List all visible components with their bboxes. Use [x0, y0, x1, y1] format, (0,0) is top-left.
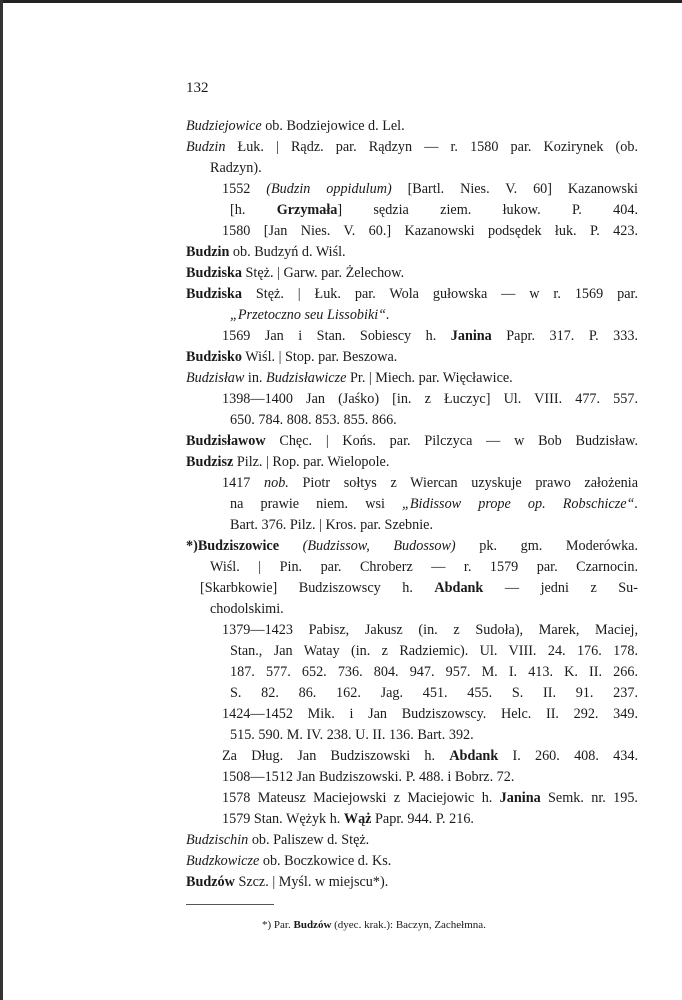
line-2-seg-1: Łuk. | Rądz. par. Rądzyn — r. 1580 par. Kozirynek (ob.	[225, 139, 638, 155]
line-11-seg-2: Papr. 317. P. 333.	[491, 328, 638, 344]
text-line	[230, 683, 638, 704]
text-line	[186, 851, 391, 872]
text-line	[222, 326, 638, 347]
line-23-seg-2: — jedni z Su-	[483, 580, 639, 596]
line-16-seg-0: Budzisławow	[186, 433, 266, 449]
line-11-seg-0: 1569 Jan i Stan. Sobiescy h.	[222, 328, 451, 344]
line-15-seg-0: 650. 784. 808. 853. 855. 866.	[230, 412, 397, 428]
text-line	[186, 368, 513, 389]
line-21-seg-2: (Budzissow, Budossow)	[302, 538, 456, 554]
line-8-seg-0: Budziska	[186, 265, 242, 281]
text-line	[230, 410, 638, 431]
line-37-seg-1: Szcz. | Myśl. w miejscu*).	[234, 874, 389, 890]
text-line	[230, 305, 638, 326]
line-35-seg-1: ob. Paliszew d. Stęż.	[248, 832, 370, 848]
line-33-seg-0: 1578 Mateusz Maciejowski z Maciejowic h.	[222, 790, 500, 806]
text-line	[186, 536, 638, 557]
line-23-seg-1: Abdank	[434, 580, 484, 596]
line-4-seg-1: (Budzin oppidulum)	[266, 181, 392, 197]
line-19-seg-1: „Bidissow prope op. Robschicze“.	[402, 496, 638, 512]
line-12-seg-1: Wiśl. | Stop. par. Beszowa.	[242, 349, 398, 365]
line-8-seg-1: Stęż. | Garw. par. Żelechow.	[242, 265, 405, 281]
line-1-seg-1: ob. Bodziejowice d. Lel.	[261, 118, 405, 134]
line-28-seg-0: S. 82. 86. 162. Jag. 451. 455. S. II. 91. 237.	[230, 685, 638, 701]
line-29-seg-0: 1424—1452 Mik. i Jan Budziszowscy. Helc. II. 292. 349.	[222, 706, 638, 722]
line-2-seg-0: Budzin	[186, 139, 226, 155]
text-line	[200, 578, 638, 599]
text-line	[222, 767, 638, 788]
line-32-seg-0: 1508—1512 Jan Budziszowski. P. 488. i Bobrz. 72.	[222, 769, 515, 785]
scan-edge-top	[0, 0, 682, 3]
line-18-seg-1: nob.	[264, 475, 289, 491]
footnote-seg-2: (dyec. krak.): Baczyn, Zachełmna.	[331, 919, 486, 931]
line-5-seg-0: [h.	[230, 202, 277, 218]
line-12-seg-0: Budzisko	[186, 349, 242, 365]
line-5-seg-2: ] sędzia ziem. łukow. P. 404.	[337, 202, 638, 218]
line-9-seg-0: Budziska	[186, 286, 242, 302]
text-line	[186, 830, 369, 851]
line-31-seg-2: I. 260. 408. 434.	[498, 748, 638, 764]
line-30-seg-0: 515. 590. M. IV. 238. U. II. 136. Bart. 392.	[230, 727, 474, 743]
line-22-seg-0: Wiśl. | Pin. par. Chroberz — r. 1579 par. Czarnocin.	[210, 559, 638, 575]
line-33-seg-2: Semk. nr. 195.	[540, 790, 638, 806]
text-line	[230, 515, 638, 536]
footnote	[262, 918, 486, 932]
line-34-seg-0: 1579 Stan. Wężyk h.	[222, 811, 344, 827]
line-25-seg-0: 1379—1423 Pabisz, Jakusz (in. z Sudoła), Marek, Maciej,	[222, 622, 638, 638]
line-21-seg-0: *)Budziszowice	[186, 538, 279, 554]
line-23-seg-0: [Skarbkowie] Budziszowscy h.	[200, 580, 435, 596]
text-line	[186, 284, 638, 305]
text-line	[222, 179, 638, 200]
line-1-seg-0: Budziejowice	[186, 118, 262, 134]
text-line	[222, 704, 638, 725]
line-13-seg-1: in.	[244, 370, 267, 386]
text-line	[186, 452, 389, 473]
text-line	[222, 620, 638, 641]
text-line	[186, 263, 404, 284]
line-31-seg-0: Za Dług. Jan Budziszowski h.	[222, 748, 450, 764]
text-line	[210, 158, 638, 179]
text-line	[222, 221, 638, 242]
line-17-seg-0: Budzisz	[186, 454, 234, 470]
line-10-seg-0: „Przetoczno seu Lissobiki“.	[230, 307, 390, 323]
text-line	[230, 200, 638, 221]
line-36-seg-1: ob. Boczkowice d. Ks.	[259, 853, 392, 869]
line-5-seg-1: Grzymała	[276, 202, 338, 218]
line-27-seg-0: 187. 577. 652. 736. 804. 947. 957. M. I. 413. K. II. 266.	[230, 664, 638, 680]
text-line	[222, 788, 638, 809]
text-line	[230, 494, 638, 515]
text-line	[222, 389, 638, 410]
line-24-seg-0: chodolskimi.	[210, 601, 284, 617]
line-31-seg-1: Abdank	[449, 748, 499, 764]
footnote-seg-0: *) Par.	[262, 919, 294, 931]
line-17-seg-1: Pilz. | Rop. par. Wielopole.	[233, 454, 390, 470]
line-26-seg-0: Stan., Jan Watay (in. z Radziemic). Ul. VIII. 24. 176. 178.	[230, 643, 638, 659]
line-36-seg-0: Budzkowicze	[186, 853, 260, 869]
line-11-seg-1: Janina	[450, 328, 492, 344]
scan-edge-left	[0, 0, 3, 1000]
text-line	[186, 347, 397, 368]
line-33-seg-1: Janina	[499, 790, 541, 806]
text-line	[186, 242, 346, 263]
line-34-seg-2: Papr. 944. P. 216.	[371, 811, 474, 827]
line-18-seg-0: 1417	[222, 475, 265, 491]
line-7-seg-0: Budzin	[186, 244, 230, 260]
text-line	[230, 662, 638, 683]
line-21-seg-3: pk. gm. Moderówka.	[455, 538, 639, 554]
line-34-seg-1: Wąż	[343, 811, 372, 827]
line-35-seg-0: Budzischin	[186, 832, 249, 848]
line-7-seg-1: ob. Budzyń d. Wiśl.	[229, 244, 346, 260]
text-line	[222, 809, 638, 830]
line-9-seg-1: Stęż. | Łuk. par. Wola gułowska — w r. 1569 par.	[242, 286, 638, 302]
text-line	[230, 641, 638, 662]
line-6-seg-0: 1580 [Jan Nies. V. 60.] Kazanowski podsędek łuk. P. 423.	[222, 223, 638, 239]
line-13-seg-3: Pr. | Miech. par. Więcławice.	[346, 370, 513, 386]
line-19-seg-0: na prawie niem. wsi	[230, 496, 402, 512]
text-line	[222, 473, 638, 494]
line-4-seg-2: [Bartl. Nies. V. 60] Kazanowski	[391, 181, 638, 197]
line-20-seg-0: Bart. 376. Pilz. | Kros. par. Szebnie.	[230, 517, 434, 533]
text-line	[186, 872, 388, 893]
page-number: 132	[186, 80, 209, 96]
text-line	[186, 116, 405, 137]
line-16-seg-1: Chęc. | Końs. par. Pilczyca — w Bob Budzisław.	[265, 433, 638, 449]
line-21-seg-1	[279, 538, 303, 554]
line-14-seg-0: 1398—1400 Jan (Jaśko) [in. z Łuczyc] Ul. VIII. 477. 557.	[222, 391, 638, 407]
line-4-seg-0: 1552	[222, 181, 267, 197]
text-line	[186, 431, 638, 452]
text-line	[210, 557, 638, 578]
line-13-seg-2: Budzisławicze	[266, 370, 347, 386]
line-18-seg-2: Piotr sołtys z Wiercan uzyskuje prawo założenia	[288, 475, 638, 491]
line-37-seg-0: Budzów	[186, 874, 235, 890]
text-line	[230, 725, 638, 746]
text-line	[186, 137, 638, 158]
line-3-seg-0: Radzyn).	[210, 160, 262, 176]
text-line	[222, 746, 638, 767]
line-13-seg-0: Budzisław	[186, 370, 245, 386]
text-line	[210, 599, 638, 620]
footnote-seg-1: Budzów	[293, 919, 332, 931]
footnote-rule	[186, 904, 274, 905]
